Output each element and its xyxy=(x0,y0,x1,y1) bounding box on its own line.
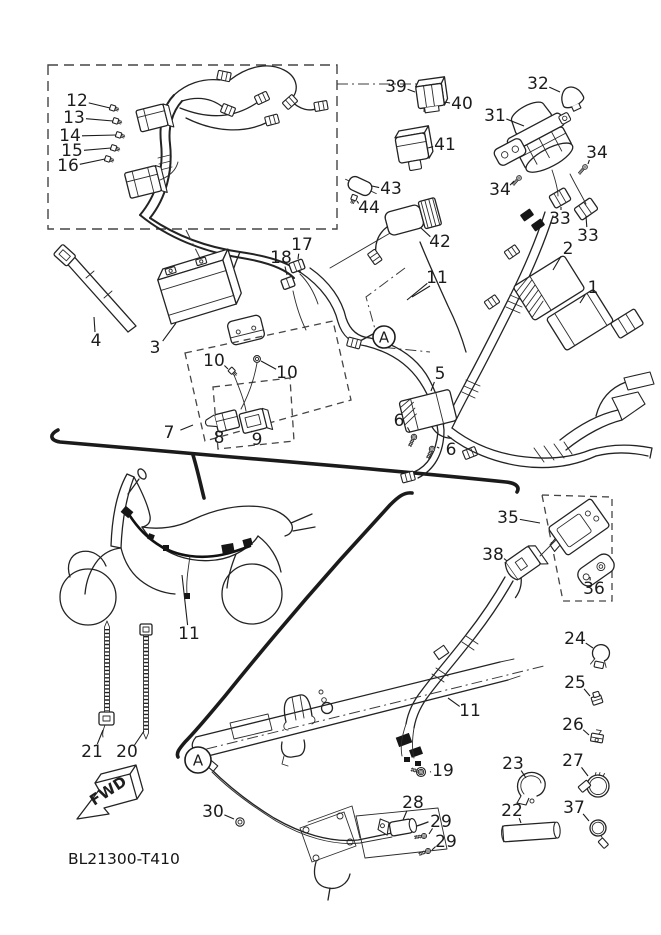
part-nut-30 xyxy=(236,818,244,826)
callout-36[interactable] xyxy=(583,577,605,599)
callout-label-33: 33 xyxy=(549,209,571,229)
callout-label-17: 17 xyxy=(291,235,313,255)
callout-label-1: 1 xyxy=(587,278,599,298)
callout-9[interactable] xyxy=(251,430,262,450)
callout-label-40: 40 xyxy=(451,94,473,114)
part-relay-39-40 xyxy=(415,77,449,114)
callout-35[interactable] xyxy=(497,508,540,528)
part-clip-26 xyxy=(590,729,604,743)
callout-label-24: 24 xyxy=(564,629,586,649)
part-key-cap-32 xyxy=(557,83,587,114)
callout-label-6: 6 xyxy=(393,411,405,431)
callout-44[interactable] xyxy=(357,198,380,218)
part-sub-harness xyxy=(396,577,513,766)
callout-label-12: 12 xyxy=(66,91,88,111)
callout-24[interactable] xyxy=(564,629,593,649)
callout-27[interactable] xyxy=(562,751,588,776)
callout-11[interactable] xyxy=(407,268,448,300)
callout-33[interactable] xyxy=(577,216,599,246)
callout-29[interactable] xyxy=(432,832,457,852)
callout-label-39: 39 xyxy=(385,77,407,97)
callout-label-36: 36 xyxy=(583,579,605,599)
callout-label-9: 9 xyxy=(251,430,263,450)
callout-label-28: 28 xyxy=(402,793,424,813)
callout-label-34: 34 xyxy=(489,180,511,200)
callout-label-2: 2 xyxy=(562,239,574,259)
callout-label-22: 22 xyxy=(501,801,523,821)
callout-10[interactable] xyxy=(261,361,298,383)
callout-label-14: 14 xyxy=(59,126,81,146)
harness-detail-box xyxy=(48,65,337,229)
callout-28[interactable] xyxy=(402,793,424,820)
ref-marker-A xyxy=(373,326,395,348)
callout-label-29: 29 xyxy=(435,832,457,852)
part-screws-12-16 xyxy=(104,105,125,164)
part-cable-tie-20 xyxy=(140,624,152,739)
callout-label-35: 35 xyxy=(497,508,519,528)
callout-23[interactable] xyxy=(502,754,526,778)
callout-4[interactable] xyxy=(91,317,102,351)
callout-label-25: 25 xyxy=(564,673,586,693)
callout-39[interactable] xyxy=(385,77,415,97)
part-bolt-19 xyxy=(410,767,425,777)
callout-label-21: 21 xyxy=(81,742,103,762)
callout-22[interactable] xyxy=(501,801,523,823)
callout-label-4: 4 xyxy=(90,331,102,351)
svg-text:A: A xyxy=(192,751,204,770)
part-hose-clamp-27 xyxy=(578,773,609,798)
callout-label-18: 18 xyxy=(270,248,292,268)
callout-label-43: 43 xyxy=(380,179,402,199)
part-battery xyxy=(155,249,244,324)
callout-38[interactable] xyxy=(482,545,507,565)
callout-13[interactable] xyxy=(63,108,113,128)
svg-text:A: A xyxy=(378,328,390,347)
callout-34[interactable] xyxy=(489,180,514,200)
callout-10[interactable] xyxy=(203,351,228,371)
diagram-part-code: BL21300-T410 xyxy=(68,850,180,868)
callout-label-11: 11 xyxy=(459,701,481,721)
callout-label-11: 11 xyxy=(178,624,200,644)
callout-label-10: 10 xyxy=(276,363,298,383)
fwd-label: FWD xyxy=(86,772,131,810)
callout-6[interactable] xyxy=(437,440,456,460)
callout-42[interactable] xyxy=(421,228,451,252)
callout-label-32: 32 xyxy=(527,74,549,94)
callout-label-10: 10 xyxy=(203,351,225,371)
callout-30[interactable] xyxy=(202,802,234,822)
callout-label-27: 27 xyxy=(562,751,584,771)
part-clamp-24 xyxy=(590,643,611,669)
callout-label-8: 8 xyxy=(213,428,225,448)
callout-40[interactable] xyxy=(444,94,473,114)
part-clamp-37 xyxy=(587,819,611,849)
callout-label-23: 23 xyxy=(502,754,524,774)
callout-18[interactable] xyxy=(270,248,292,275)
callout-33[interactable] xyxy=(549,207,571,229)
callout-17[interactable] xyxy=(291,235,313,259)
fwd-arrow xyxy=(77,765,143,819)
callout-7[interactable] xyxy=(164,423,193,443)
part-tube-22 xyxy=(501,822,561,842)
callout-label-31: 31 xyxy=(484,106,506,126)
part-bolts-29 xyxy=(414,833,431,857)
part-wire-harness-sweep xyxy=(300,208,654,483)
frame-rail xyxy=(186,659,544,900)
callout-label-20: 20 xyxy=(116,742,138,762)
motorcycle-outline xyxy=(60,467,315,625)
callout-label-11: 11 xyxy=(426,268,448,288)
callout-25[interactable] xyxy=(564,673,590,696)
callout-label-29: 29 xyxy=(430,812,452,832)
callout-34[interactable] xyxy=(586,143,608,164)
callout-label-19: 19 xyxy=(432,761,454,781)
callout-label-37: 37 xyxy=(563,798,585,818)
callout-19[interactable] xyxy=(430,761,454,781)
callout-label-26: 26 xyxy=(562,715,584,735)
relay-bracket-group xyxy=(185,321,351,449)
callout-label-42: 42 xyxy=(429,232,451,252)
part-connector-38 xyxy=(495,543,553,598)
part-clip-25 xyxy=(590,691,603,706)
part-relay-41 xyxy=(394,126,436,172)
callout-label-7: 7 xyxy=(163,423,175,443)
callout-label-13: 13 xyxy=(63,108,85,128)
callout-29[interactable] xyxy=(429,812,452,834)
callout-label-34: 34 xyxy=(586,143,608,163)
callout-20[interactable] xyxy=(116,731,144,762)
callout-43[interactable] xyxy=(372,179,402,199)
callout-label-3: 3 xyxy=(149,338,161,358)
callout-label-16: 16 xyxy=(57,156,79,176)
callout-21[interactable] xyxy=(81,730,103,762)
callout-26[interactable] xyxy=(562,715,589,735)
callout-label-6: 6 xyxy=(445,440,457,460)
ref-marker-A xyxy=(185,747,211,773)
part-screw-44 xyxy=(349,194,357,204)
callout-label-38: 38 xyxy=(482,545,504,565)
callout-label-41: 41 xyxy=(434,135,456,155)
callout-label-15: 15 xyxy=(61,141,83,161)
callout-label-5: 5 xyxy=(434,364,446,384)
part-starter-relay xyxy=(227,314,266,346)
part-cable-tie-21 xyxy=(99,621,114,737)
callout-37[interactable] xyxy=(563,798,589,821)
callout-11[interactable] xyxy=(448,698,481,721)
callout-3[interactable] xyxy=(150,323,176,358)
callout-label-30: 30 xyxy=(202,802,224,822)
callout-32[interactable] xyxy=(527,74,560,94)
callout-label-33: 33 xyxy=(577,226,599,246)
callout-label-44: 44 xyxy=(358,198,380,218)
part-immobilizer-35 xyxy=(541,498,610,560)
callout-11[interactable] xyxy=(178,575,200,644)
